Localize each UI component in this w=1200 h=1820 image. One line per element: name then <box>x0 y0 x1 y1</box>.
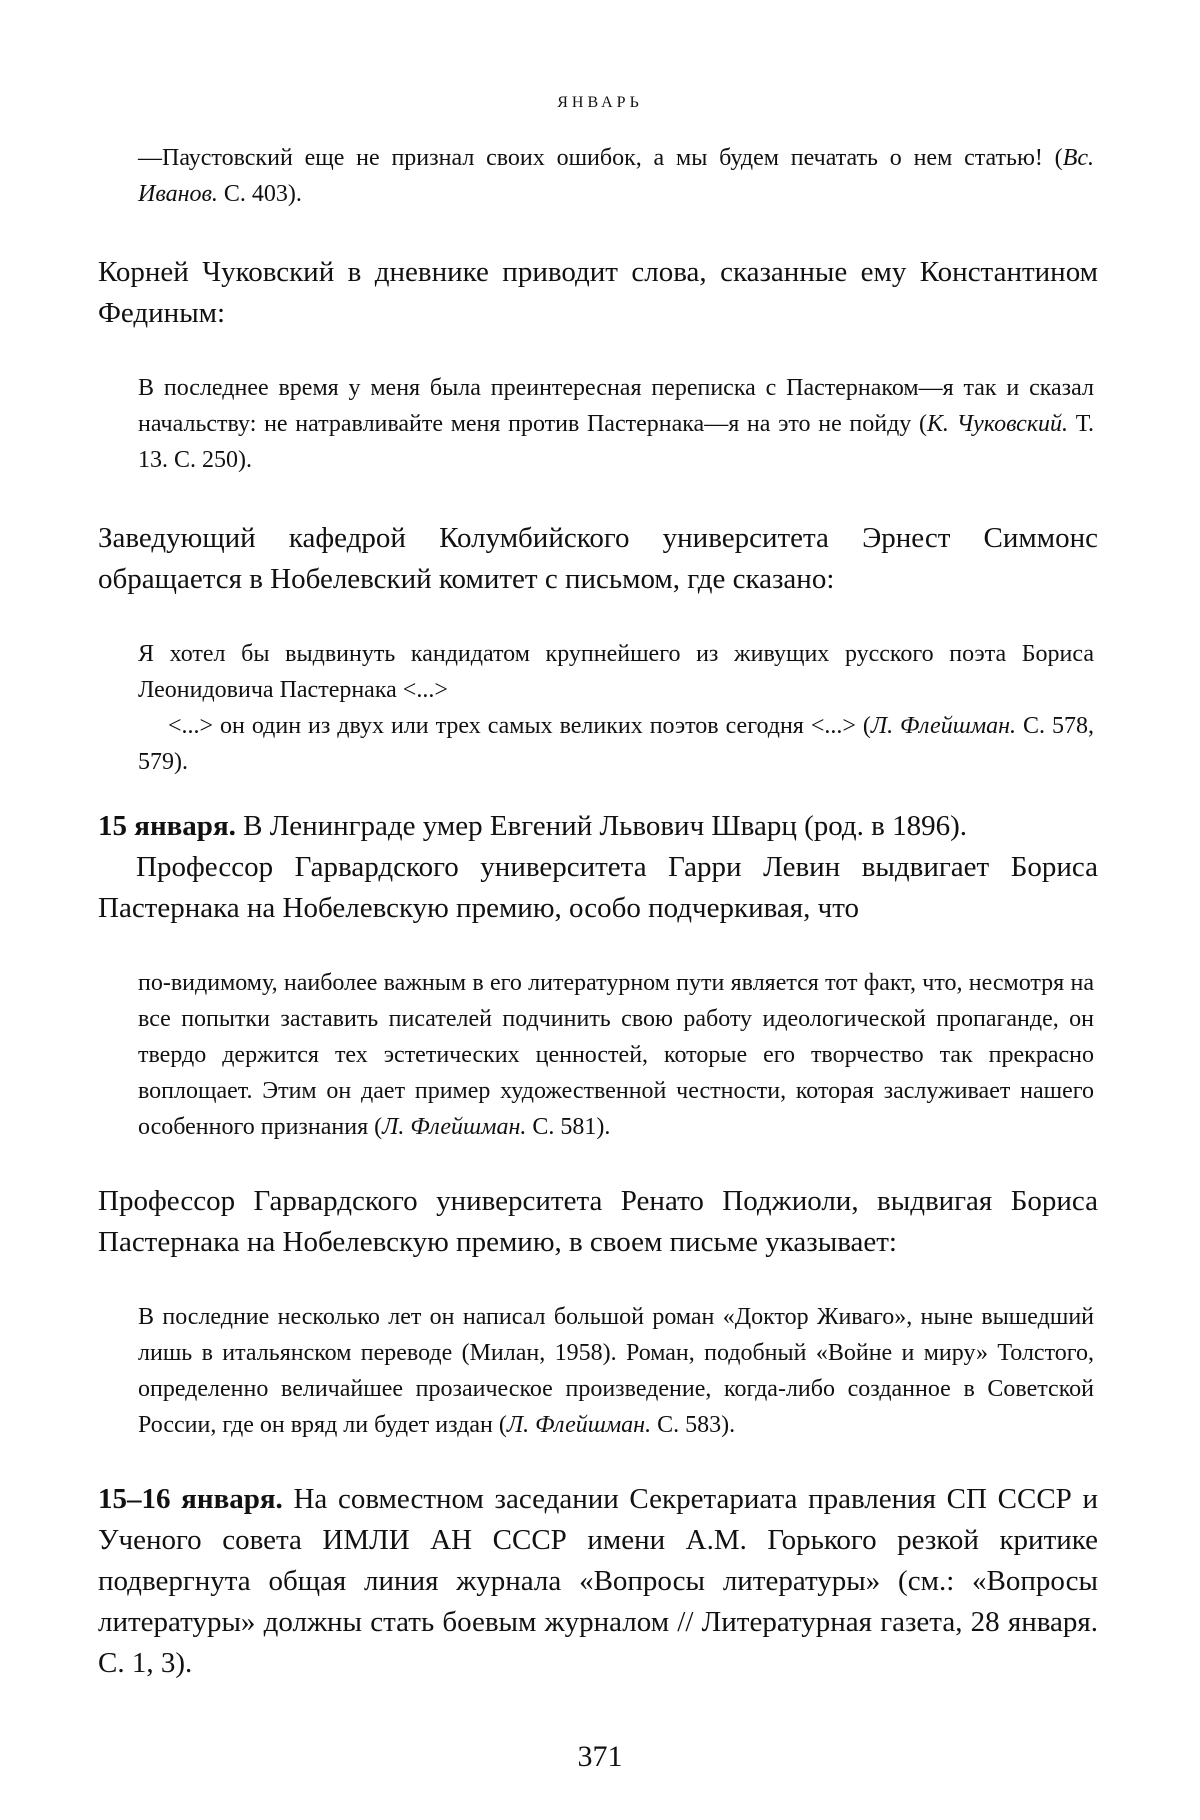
citation-author: К. Чуковский. <box>926 411 1069 437</box>
citation-author: Л. Флейшман. <box>506 1412 652 1438</box>
page-body <box>98 140 1098 1684</box>
paragraph-chukovsky-intro: Корней Чуковский в дневнике приводит слова, сказанные ему Константином Фединым: <box>98 256 1098 329</box>
quote-fedin <box>138 370 1094 478</box>
quote-levin <box>138 965 1094 1145</box>
quote-text: <...> он один из двух или трех самых великих поэтов сегодня <...> ( <box>168 713 871 739</box>
entry-date: 15–16 января. <box>98 1483 283 1515</box>
quote-text: —Паустовский еще не признал своих ошибок, а мы будем печатать о нем статью! ( <box>138 145 1063 171</box>
entry-date: 15 января. <box>98 810 236 842</box>
quote-simmons-2 <box>138 708 1094 780</box>
paragraph-poggioli: Профессор Гарвардского университета Ренато Поджиоли, выдвигая Бориса Пастернака на Нобелевскую премию, в своем письме указывает: <box>98 1185 1098 1258</box>
quote-simmons-1: Я хотел бы выдвинуть кандидатом крупнейшего из живущих русского поэта Бориса Леонидовича Пастернака <...> <box>138 641 1094 703</box>
citation-page: С. 403). <box>217 181 302 207</box>
citation-page: С. 581). <box>526 1114 611 1140</box>
quote-poggioli <box>138 1299 1094 1443</box>
citation-page: Т. 13. С. 250). <box>138 411 1094 473</box>
citation-author: Л. Флейшман. <box>382 1114 527 1140</box>
citation-page: С. 578, 579). <box>138 713 1094 775</box>
quote-ivanov <box>138 140 1094 212</box>
citation-page: С. 583). <box>651 1412 736 1438</box>
quote-text: В последние несколько лет он написал большой роман «Доктор Живаго», ныне вышедший лишь в итальянском переводе (Милан, 1958). Роман, подобный «Войне и миру» Толстого, определенно величайшее прозаическое произведение, когда-либо созданное в Советской России, где он вряд ли будет издан ( <box>138 1304 1094 1438</box>
paragraph-simmons: Заведующий кафедрой Колумбийского университета Эрнест Симмонс обращается в Нобелевский комитет с письмом, где сказано: <box>98 522 1098 595</box>
citation-author: Л. Флейшман. <box>870 713 1017 739</box>
running-head: ЯНВАРЬ <box>557 94 643 111</box>
entry-text: В Ленинграде умер Евгений Львович Шварц (род. в 1896). <box>235 810 968 842</box>
entry-15-16-january <box>98 1479 1098 1684</box>
entry-text: На совместном заседании Секретариата правления СП СССР и Ученого совета ИМЛИ АН СССР имени А.М. Горького резкой критике подвергнута общая линия журнала «Вопросы литературы» (см.: «Вопросы литературы» должны стать боевым журналом // Литературная газета, 28 января. С. 1, 3). <box>98 1483 1098 1679</box>
citation-author: Вс. Иванов. <box>138 145 1094 207</box>
quote-text: В последнее время у меня была преинтересная переписка с Пастернаком—я так и сказал начальству: не натравливайте меня против Пастернака—я на это не пойду ( <box>138 375 1094 437</box>
quote-text: по-видимому, наиболее важным в его литературном пути является тот факт, что, несмотря на все попытки заставить писателей подчинить свою работу идеологической пропаганде, он твердо держится тех эстетических ценностей, которые его творчество так прекрасно воплощает. Этим он дает пример художественной честности, которая заслуживает нашего особенного признания ( <box>138 970 1094 1140</box>
entry-15-january <box>98 806 1098 847</box>
page-number: 371 <box>577 1740 623 1773</box>
paragraph-levin: Профессор Гарвардского университета Гарри Левин выдвигает Бориса Пастернака на Нобелевскую премию, особо подчеркивая, что <box>98 851 1098 924</box>
